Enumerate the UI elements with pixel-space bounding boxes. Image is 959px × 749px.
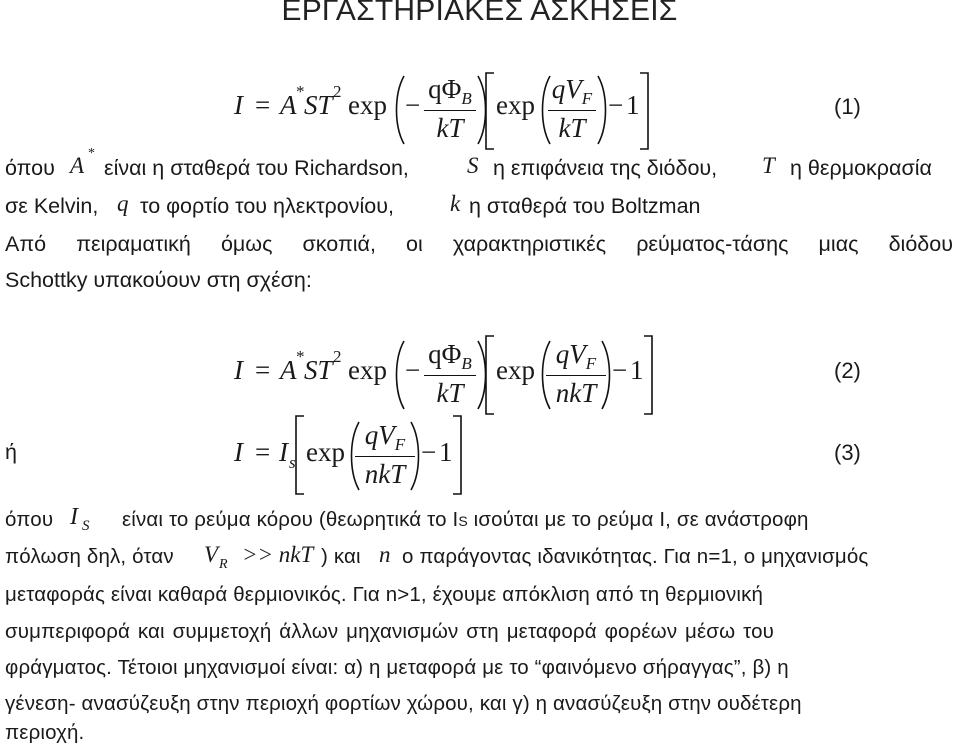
p3-line7: περιοχή. — [5, 721, 85, 744]
eq1-num1: qΦ — [428, 74, 462, 104]
eq1-paren-open-1 — [392, 74, 406, 146]
page-title: ΕΡΓΑΣΤΗΡΙΑΚΕΣ ΑΣΚΗΣΕΙΣ — [281, 0, 678, 27]
eq1-den2: kT — [558, 113, 586, 143]
p1-symbol-A: A — [70, 153, 85, 178]
eq3-equals: = — [255, 437, 271, 467]
eq2-sub-F: F — [585, 354, 597, 373]
p3-line2-a: πόλωση δηλ, όταν — [5, 545, 174, 568]
eq2-exp-2: exp — [496, 355, 535, 385]
eq1-fraction-1 — [424, 74, 476, 143]
eq2-den2: nkT — [555, 378, 597, 408]
eq3-one: 1 — [439, 437, 453, 467]
eq2-ST: ST — [304, 355, 333, 385]
eq3-number: (3) — [834, 440, 861, 465]
eq1-fraction-2 — [548, 74, 596, 143]
eq2-number: (2) — [834, 358, 861, 383]
eq1-minus-one: − — [608, 90, 624, 120]
p3-line1-text: είναι το ρεύμα κόρου (θεωρητικά το IS ισούται με το ρεύμα I, σε ανάστροφη — [122, 508, 809, 531]
p3-symbol-V: V — [204, 542, 219, 567]
eq2-minus-one: − — [612, 355, 628, 385]
eq2-paren-open-1 — [392, 339, 406, 411]
p3-symbol-S-sub: S — [82, 518, 90, 534]
eq1-A: A — [280, 90, 297, 120]
eq1-bracket-open — [484, 72, 496, 150]
eq3-sub-F: F — [394, 435, 406, 454]
p1-symbol-q: q — [117, 191, 129, 216]
p2-word: πειραματική — [76, 232, 191, 256]
p3-line3: μεταφοράς είναι καθαρά θερμιονικός. Για n>1, έχουμε απόκλιση από τη θερμιονική — [5, 583, 764, 606]
eq2-num1: qΦ — [428, 339, 462, 369]
eq3-fraction — [355, 420, 415, 489]
p1-symbol-S: S — [467, 153, 479, 178]
p2-word: οι — [406, 232, 423, 256]
p2-word: όμως — [220, 232, 273, 256]
p3-line2-c: ο παράγοντας ιδανικότητας. Για n=1, ο μηχανισμός — [402, 545, 869, 568]
eq2-den1: kT — [436, 378, 464, 408]
eq1-exponent-2: 2 — [333, 82, 342, 101]
eq2-star: * — [296, 347, 305, 366]
eq3-I: I — [234, 437, 243, 467]
eq1-exp-2: exp — [496, 90, 535, 120]
eq1-bracket-close — [638, 72, 650, 150]
eq1-equals: = — [255, 90, 271, 120]
p1-symbol-T: T — [762, 153, 775, 178]
eq3-minus-one: − — [421, 437, 437, 467]
eq3-den: nkT — [364, 459, 406, 489]
eq3-exp: exp — [306, 437, 345, 467]
eq2-exponent-2: 2 — [333, 347, 342, 366]
eq1-sub-F: F — [581, 89, 593, 108]
p3-opou: όπου — [5, 508, 54, 531]
eq3-num: qV — [364, 420, 395, 450]
p3-symbol-R-sub: R — [219, 557, 228, 572]
p3-symbol-I: I — [70, 504, 78, 530]
p2-word: σκοπιά, — [302, 232, 376, 256]
p3-much-greater-nkt: >> nkT — [242, 542, 314, 567]
eq2-A: A — [280, 355, 297, 385]
eq1-sub-B: B — [461, 89, 472, 108]
eq2-sub-B: B — [461, 354, 472, 373]
eq2-fraction-1 — [424, 339, 476, 408]
p3-line5: φράγματος. Τέτοιοι μηχανισμοί είναι: α) η μεταφορά με το “φαινόμενο σήραγγας”, β) η — [5, 656, 789, 679]
eq1-I: I — [234, 90, 243, 120]
eq2-bracket-open — [484, 335, 496, 415]
eq1-one: 1 — [626, 90, 640, 120]
eq1-minus: − — [405, 90, 421, 120]
eq2-num2: qV — [555, 339, 586, 369]
p2-word: μιας — [818, 232, 859, 256]
eq3-or-prefix: ή — [5, 440, 17, 464]
eq2-minus: − — [405, 355, 421, 385]
p2-line-1 — [5, 232, 953, 257]
p3-line4: συμπεριφορά και συμμετοχή άλλων μηχανισμών στη μεταφορά φορέων μέσω του — [5, 620, 774, 643]
eq2-equals: = — [255, 355, 271, 385]
p1-richardson-text: είναι η σταθερά του Richardson, — [104, 156, 409, 180]
eq1-number: (1) — [834, 94, 861, 119]
p2-word: ρεύματος-τάσης — [636, 232, 789, 256]
p1-boltzman-text: η σταθερά του Boltzman — [469, 194, 701, 218]
p1-opou: όπου — [5, 156, 55, 180]
eq2-bracket-close — [642, 335, 654, 415]
eq1-num2: qV — [551, 74, 582, 104]
p3-symbol-n: n — [379, 542, 391, 567]
eq2-I: I — [234, 355, 243, 385]
p1-kelvin-text: σε Kelvin, — [5, 194, 99, 218]
eq3-bracket-open — [294, 415, 306, 495]
eq1-den1: kT — [436, 113, 464, 143]
p1-charge-text: το φορτίο του ηλεκτρονίου, — [140, 194, 394, 218]
p3-line2-b: ) και — [321, 545, 361, 568]
eq2-one: 1 — [630, 355, 644, 385]
p1-symbol-k: k — [450, 191, 461, 216]
eq3-sub-s: s — [289, 453, 296, 472]
eq1-star: * — [296, 82, 305, 101]
p1-symbol-star: * — [88, 146, 95, 161]
p1-surface-text: η επιφάνεια της διόδου, — [493, 156, 718, 180]
eq3-Is: I — [279, 437, 288, 467]
eq2-fraction-2 — [546, 339, 606, 408]
p2-word: Από — [5, 232, 47, 256]
p3-line6: γένεση- ανασύζευξη στην περιοχή φορτίων χώρου, και γ) η ανασύζευξη στην ουδέτερη — [5, 692, 802, 715]
eq1-exp-1: exp — [348, 90, 387, 120]
eq3-bracket-close — [451, 415, 463, 495]
p2-word: διόδου — [888, 232, 953, 256]
eq1-ST: ST — [304, 90, 333, 120]
p2-word: χαρακτηριστικές — [452, 232, 607, 256]
p1-temperature-text: η θερμοκρασία — [790, 156, 932, 180]
p2-line-2: Schottky υπακούουν στη σχέση: — [5, 268, 312, 292]
eq2-exp-1: exp — [348, 355, 387, 385]
